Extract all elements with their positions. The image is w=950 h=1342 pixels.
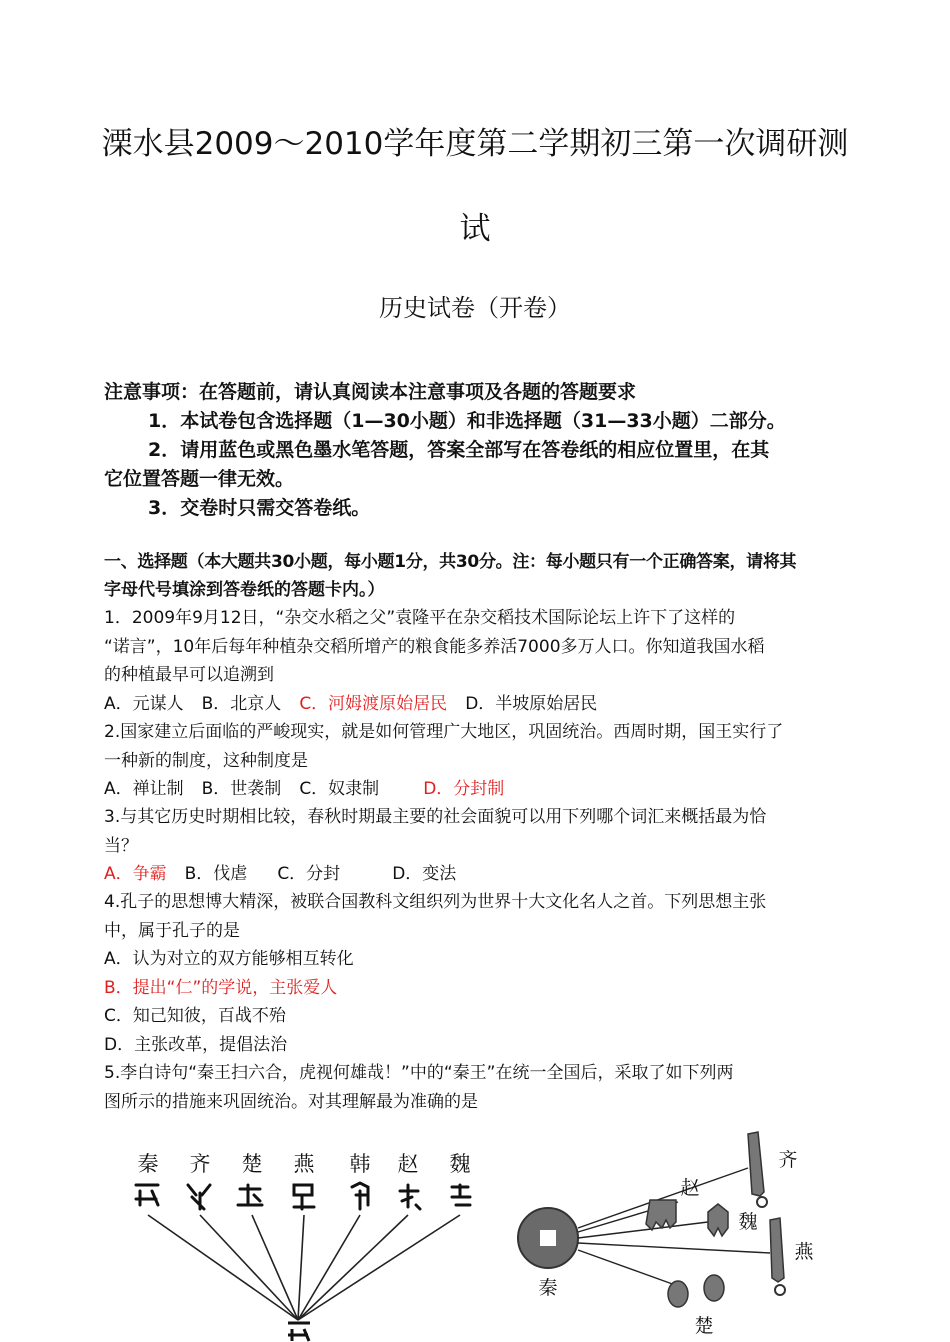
question-3: [104, 803, 849, 889]
q2-option-d: D．分封制: [423, 779, 505, 799]
notice-item-2a: 2．请用蓝色或黑色墨水笔答题，答案全部写在答卷纸的相应位置里，在其: [148, 439, 770, 461]
q2-option-b: B．世袭制: [201, 779, 282, 799]
notice-heading: 注意事项：在答题前，请认真阅读本注意事项及各题的答题要求: [104, 381, 637, 403]
label-chu-coin: 楚: [694, 1315, 714, 1337]
exam-subtitle: 历史试卷（开卷）: [379, 294, 571, 322]
q2-line2: 一种新的制度，这种制度是: [104, 750, 308, 771]
chu-coin-1: [668, 1281, 688, 1307]
currency-unification-figure: [508, 1128, 840, 1342]
q3-line2: 当？: [104, 835, 138, 856]
q2-line1: 2.国家建立后面临的严峻现实，就是如何管理广大地区，巩固统治。西周时期，国王实行了: [104, 722, 784, 742]
section-line1: 一、选择题（本大题共30小题，每小题1分，共30分。注：每小题只有一个正确答案，请将其: [104, 552, 797, 572]
question-5: [104, 1059, 849, 1116]
q4-option-b: B．提出“仁”的学说，主张爱人: [104, 977, 338, 998]
section-line2: 字母代号填涂到答卷纸的答题卡内。）: [104, 580, 385, 600]
question-2: [104, 718, 849, 804]
question-1: [104, 604, 849, 718]
q1-option-d: D．半坡原始居民: [465, 693, 598, 714]
q2-option-c: C．奴隶制: [299, 779, 380, 799]
q1-option-a: A．元谋人: [104, 693, 184, 714]
label-qin-coin: 秦: [538, 1277, 558, 1299]
label-zhao-coin: 赵: [680, 1177, 700, 1199]
label-han: 韩: [349, 1152, 371, 1176]
exam-title-line1: 溧水县2009～2010学年度第二学期初三第一次调研测: [101, 126, 849, 162]
q5-line2: 图所示的措施来巩固统治。对其理解最为准确的是: [104, 1091, 478, 1112]
q1-line1: 1．2009年9月12日，“杂交水稻之父”袁隆平在杂交稻技术国际论坛上许下了这样的: [104, 608, 736, 628]
q3-option-d: D．变法: [392, 864, 457, 884]
notice-item-2b: 它位置答题一律无效。: [104, 468, 295, 490]
q4-line2: 中，属于孔子的是: [104, 920, 240, 941]
label-wei: 魏: [449, 1152, 471, 1176]
label-zhao: 赵: [397, 1152, 419, 1176]
q4-option-d: D．主张改革，提倡法治: [104, 1034, 288, 1055]
q1-option-c: C．河姆渡原始居民: [299, 693, 448, 714]
q1-line3: 的种植最早可以追溯到: [104, 665, 274, 685]
q2-options: [104, 775, 849, 804]
q1-options: [104, 690, 849, 719]
section-heading: [104, 548, 849, 604]
qin-coin: [518, 1208, 578, 1268]
notice-item-3: 3．交卷时只需交答卷纸。: [148, 497, 371, 519]
q3-option-b: B．伐虐: [184, 864, 248, 884]
script-unification-figure: [118, 1135, 503, 1342]
label-qi: 齐: [189, 1152, 211, 1176]
q3-options: [104, 860, 849, 889]
label-qi-coin: 齐: [778, 1149, 798, 1171]
label-chu: 楚: [241, 1152, 263, 1176]
q5-line1: 5.李白诗句“秦王扫六合，虎视何雄哉！”中的“秦王”在统一全国后，采取了如下列两: [104, 1063, 734, 1083]
label-yan: 燕: [293, 1152, 315, 1176]
q3-line1: 3.与其它历史时期相比较，春秋时期最主要的社会面貌可以用下列哪个词汇来概括最为恰: [104, 807, 767, 827]
chu-coin-2: [704, 1275, 724, 1301]
exam-title-line2: 试: [459, 211, 491, 247]
question-4: [104, 888, 849, 1059]
notice-block: [104, 378, 849, 523]
q2-option-a: A．禅让制: [104, 779, 184, 799]
label-yan-coin: 燕: [794, 1241, 814, 1263]
label-wei-coin: 魏: [738, 1211, 758, 1233]
q4-line1: 4.孔子的思想博大精深，被联合国教科文组织列为世界十大文化名人之首。下列思想主张: [104, 892, 767, 912]
q1-option-b: B．北京人: [201, 693, 282, 714]
label-qin: 秦: [137, 1152, 159, 1176]
q4-option-c: C．知己知彼，百战不殆: [104, 1006, 286, 1026]
q4-option-a: A．认为对立的双方能够相互转化: [104, 949, 354, 969]
q3-option-c: C．分封: [277, 864, 341, 884]
q3-option-a: A．争霸: [104, 864, 167, 884]
zhao-spade-coin: [646, 1200, 676, 1230]
q1-line2: “诺言”，10年后每年种植杂交稻所增产的粮食能多养活7000多万人口。你知道我国水稻: [104, 636, 765, 657]
notice-item-1: 1．本试卷包含选择题（1—30小题）和非选择题（31—33小题）二部分。: [148, 410, 786, 432]
